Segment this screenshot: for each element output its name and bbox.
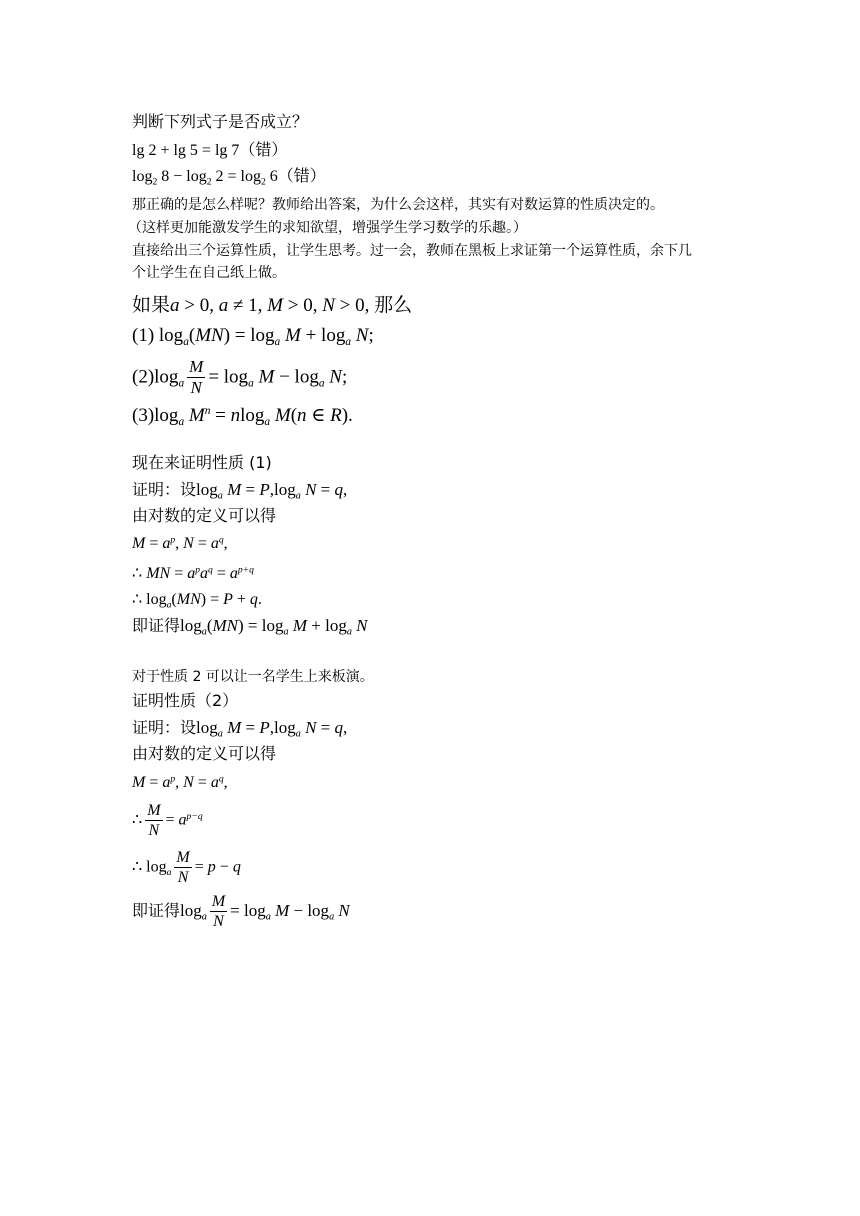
condition-line: 如果a > 0, a ≠ 1, M > 0, N > 0, 那么 — [132, 294, 413, 316]
proof-2-by-definition: 由对数的定义可以得 — [132, 744, 277, 763]
property-1: (1) $\log_a(MN) = \log_a M + \log_a N$; — [132, 325, 374, 348]
proof-2-step-4: ∴ $\log_a$ $\frac{M}{N}$ = p − q — [132, 849, 241, 886]
proof-2-conclusion: 即证得$\log_a$ $\frac{M}{N}$ = $\log_a M - \log_a N$ — [132, 893, 350, 930]
paragraph-3a: 直接给出三个运算性质，让学生思考。过一会，教师在黑板上求证第一个运算性质，余下几 — [132, 243, 692, 259]
example-2: $\log_2 8 - \log_2 2 = \log_2 6$（错） — [132, 166, 326, 188]
proof-2-step-1: 证明：设$\log_a M = P,\log_a$ N = q, — [132, 718, 348, 740]
proof-1-title: 现在来证明性质 (1) — [132, 453, 272, 472]
property-2: $(2)\log_a$ $\frac{M}{N}$ = $\log_a M - \log_a N$; — [132, 357, 348, 397]
proof-2-step-2: $M = a^p$, $N = a^q$, — [132, 773, 228, 791]
proof-2-title: 证明性质（2） — [132, 691, 239, 710]
paragraph-3b: 个让学生在自己纸上做。 — [132, 265, 286, 281]
proof-2-step-3: ∴ $\frac{M}{N}$ = $a^{p-q}$ — [132, 802, 203, 839]
property-3: $(3)\log_a$ $M^n = nlog_a$ M(n ∈ R). — [132, 405, 353, 428]
example-1: lg 2 + lg 5 = lg 7（错） — [132, 140, 288, 159]
proof-1-conclusion: 即证得$\log_a(MN) = \log_a M + \log_a N$ — [132, 616, 368, 638]
proof-1-step-2: $M = a^p$, $N = a^q$, — [132, 534, 228, 552]
proof-1-by-definition: 由对数的定义可以得 — [132, 506, 277, 525]
proof-1-step-3: ∴ MN = $a^pa^q = a^{p+q}$ — [132, 564, 254, 582]
proof-1-step-4: ∴ $\log_a(MN) = P + q$. — [132, 591, 262, 611]
paragraph-2: （这样更加能激发学生的求知欲望，增强学生学习数学的乐趣。） — [128, 220, 527, 236]
proof-1-step-1: 证明：设$\log_a M = P,\log_a$ N = q, — [132, 480, 348, 502]
wrong-label: （错） — [239, 140, 288, 159]
note-property-2: 对于性质 2 可以让一名学生上来板演。 — [132, 669, 374, 685]
paragraph-1: 那正确的是怎么样呢？教师给出答案，为什么会这样，其实有对数运算的性质决定的。 — [132, 197, 664, 213]
question-title: 判断下列式子是否成立？ — [132, 112, 309, 131]
wrong-label: （错） — [277, 166, 326, 185]
